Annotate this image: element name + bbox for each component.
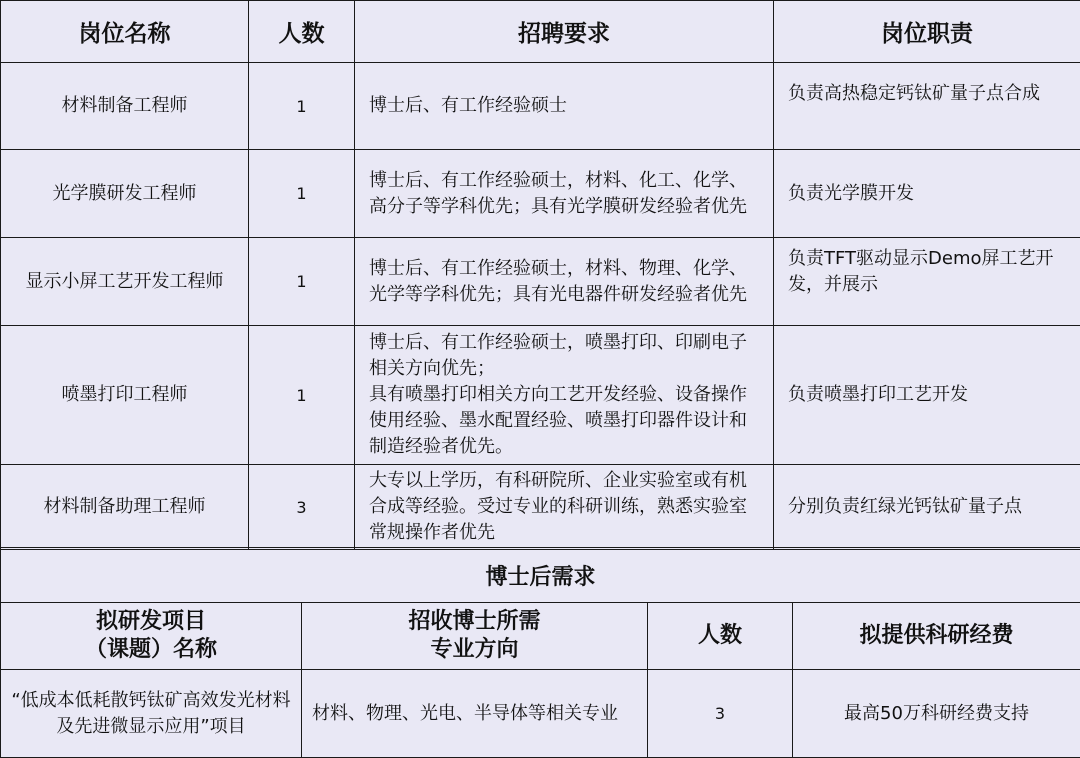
major-field: 材料、物理、光电、半导体等相关专业 [302, 670, 648, 758]
position-requirements [355, 326, 774, 465]
header-line: 拟提供科研经费 [793, 622, 1080, 650]
position-duties: 负责喷墨打印工艺开发 [774, 326, 1080, 465]
position-requirements: 博士后、有工作经验硕士，材料、化工、化学、高分子等学科优先；具有光学膜研发经验者优先 [355, 150, 774, 238]
position-duties: 分别负责红绿光钙钛矿量子点 [774, 465, 1080, 550]
requirement-line: 博士后、有工作经验硕士，喷墨打印、印刷电子相关方向优先； [369, 330, 759, 382]
table-row [1, 150, 1080, 238]
position-name: 喷墨打印工程师 [1, 326, 249, 465]
table-row [1, 238, 1080, 326]
postdoc-section-title: 博士后需求 [1, 548, 1080, 603]
position-name: 光学膜研发工程师 [1, 150, 249, 238]
table-row [1, 63, 1080, 150]
position-requirements: 博士后、有工作经验硕士 [355, 63, 774, 150]
header-position-name: 岗位名称 [1, 1, 249, 63]
research-funding: 最高50万科研经费支持 [793, 670, 1080, 758]
table-row [1, 670, 1080, 758]
table-row [1, 465, 1080, 550]
header-funding [793, 603, 1080, 670]
position-headcount: 3 [249, 465, 355, 550]
postdoc-header-row [1, 603, 1080, 670]
position-requirements: 大专以上学历，有科研院所、企业实验室或有机合成等经验。受过专业的科研训练，熟悉实验室常规操作者优先 [355, 465, 774, 550]
header-requirements: 招聘要求 [355, 1, 774, 63]
position-duties: 负责高热稳定钙钛矿量子点合成 [774, 63, 1080, 150]
position-name: 材料制备助理工程师 [1, 465, 249, 550]
positions-header-row [1, 1, 1080, 63]
header-postdoc-headcount [648, 603, 793, 670]
table-row [1, 326, 1080, 465]
requirement-line: 具有喷墨打印相关方向工艺开发经验、设备操作使用经验、墨水配置经验、喷墨打印器件设计和制造经验者优先。 [369, 382, 759, 460]
position-duties: 负责光学膜开发 [774, 150, 1080, 238]
position-headcount: 1 [249, 238, 355, 326]
position-name: 显示小屏工艺开发工程师 [1, 238, 249, 326]
header-headcount: 人数 [249, 1, 355, 63]
position-headcount: 1 [249, 63, 355, 150]
position-name: 材料制备工程师 [1, 63, 249, 150]
position-requirements: 博士后、有工作经验硕士，材料、物理、化学、光学等学科优先；具有光电器件研发经验者优先 [355, 238, 774, 326]
header-line: 专业方向 [302, 636, 647, 664]
postdoc-table [0, 547, 1080, 758]
header-line: 拟研发项目 [1, 608, 301, 636]
header-major-field [302, 603, 648, 670]
position-headcount: 1 [249, 326, 355, 465]
header-line: （课题）名称 [1, 636, 301, 664]
postdoc-section-row [1, 548, 1080, 603]
postdoc-headcount: 3 [648, 670, 793, 758]
project-name: “低成本低耗散钙钛矿高效发光材料及先进微显示应用”项目 [1, 670, 302, 758]
header-line: 招收博士所需 [302, 608, 647, 636]
header-project-name [1, 603, 302, 670]
position-duties: 负责TFT驱动显示Demo屏工艺开发，并展示 [774, 238, 1080, 326]
position-headcount: 1 [249, 150, 355, 238]
header-duties: 岗位职责 [774, 1, 1080, 63]
header-line: 人数 [648, 622, 792, 650]
